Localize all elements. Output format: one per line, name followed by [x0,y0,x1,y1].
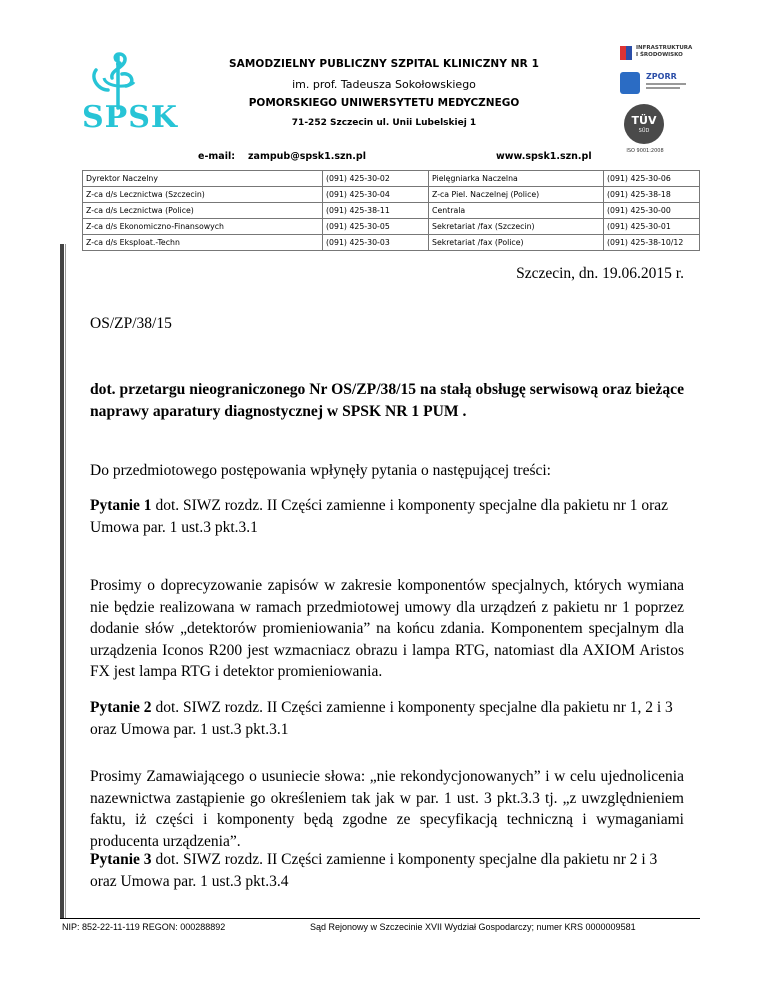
logo-text: SPSK [82,100,178,135]
question-2-text: dot. SIWZ rozdz. II Części zamienne i komponenty specjalne dla pakietu nr 1, 2 i 3 oraz Umowa par. 1 ust.3 pkt.3.1 [90,699,673,738]
footer-court: Sąd Rejonowy w Szczecinie XVII Wydział Gospodarczy; numer KRS 0000009581 [310,922,636,932]
letter-date: Szczecin, dn. 19.06.2015 r. [516,265,684,282]
question-3-label: Pytanie 3 [90,851,152,868]
hospital-patron: im. prof. Tadeusza Sokołowskiego [292,78,476,91]
letter-intro: Do przedmiotowego postępowania wpłynęły pytania o następującej treści: [90,462,551,479]
iso-text: ISO 9001:2008 [626,148,664,154]
phone-number: (091) 425-30-00 [604,203,700,219]
table-row [83,171,700,187]
question-3-text: dot. SIWZ rozdz. II Części zamienne i komponenty specjalne dla pakietu nr 2 i 3 oraz Umowa par. 1 ust.3 pkt.3.4 [90,851,658,890]
phone-number: (091) 425-30-03 [323,235,429,251]
question-1 [90,495,684,538]
footer-divider [60,918,700,919]
university-name: POMORSKIEGO UNIWERSYTETU MEDYCZNEGO [248,97,520,109]
zporr-logo [620,72,700,98]
phone-number: (091) 425-30-06 [604,171,700,187]
table-row [83,235,700,251]
table-row [83,203,700,219]
phone-label: Centrala [429,203,604,219]
phone-number: (091) 425-38-11 [323,203,429,219]
phone-label: Dyrektor Naczelny [83,171,323,187]
phone-label: Z-ca d/s Ekonomiczno-Finansowych [83,219,323,235]
question-1-text: dot. SIWZ rozdz. II Części zamienne i komponenty specjalne dla pakietu nr 1 oraz Umowa par. 1 ust.3 pkt.3.1 [90,497,669,536]
phone-label: Sekretariat /fax (Szczecin) [429,219,604,235]
phone-number: (091) 425-30-04 [323,187,429,203]
zporr-icon [620,72,640,94]
question-2-body: Prosimy Zamawiającego o usuniecie słowa: „nie rekondycjonowanych” i w celu ujednolicenia nazewnictwa zastąpienie go określeniem tak jak w par. 1 ust. 3 pkt.3.3 tj. „z uwzględnieniem faktu, iż części i komponenty będą zgodne ze specyfikacją techniczną i wymaganiami producenta urządzenia”. [90,768,684,850]
letter-reference: OS/ZP/38/15 [90,315,172,332]
tuv-sub: SÜD [638,128,650,134]
question-3 [90,849,684,892]
phone-label: Z-ca d/s Lecznictwa (Szczecin) [83,187,323,203]
footer-ids: NIP: 852-22-11-119 REGON: 000288892 [62,922,226,932]
question-2-label: Pytanie 2 [90,699,152,716]
phone-label: Z-ca d/s Eksploat.-Techn [83,235,323,251]
tuv-logo [622,104,668,156]
margin-bar [60,244,64,918]
infra-text: INFRASTRUKTURA I ŚRODOWISKO [636,45,693,58]
zporr-text: ZPORR [646,72,677,81]
phone-number: (091) 425-30-05 [323,219,429,235]
margin-bar-thin [65,244,66,918]
email-label: e-mail: [198,151,236,162]
phone-label: Pielęgniarka Naczelna [429,171,604,187]
table-row [83,219,700,235]
tuv-text: TÜV [631,114,657,127]
question-1-label: Pytanie 1 [90,497,152,514]
hospital-address: 71-252 Szczecin ul. Unii Lubelskiej 1 [291,118,477,128]
website-link[interactable]: www.spsk1.szn.pl [496,151,592,162]
phone-label: Sekretariat /fax (Police) [429,235,604,251]
phone-number: (091) 425-38-18 [604,187,700,203]
phone-table [82,170,700,251]
question-2 [90,697,684,740]
phone-label: Z-ca Piel. Naczelnej (Police) [429,187,604,203]
phone-number: (091) 425-30-02 [323,171,429,187]
letter-subject: dot. przetargu nieograniczonego Nr OS/ZP/38/15 na stałą obsługę serwisową oraz bieżące naprawy aparatury diagnostycznej w SPSK NR 1 PUM . [90,381,684,420]
hospital-name: SAMODZIELNY PUBLICZNY SZPITAL KLINICZNY NR 1 [228,58,540,70]
table-row [83,187,700,203]
phone-number: (091) 425-38-10/12 [604,235,700,251]
phone-label: Z-ca d/s Lecznictwa (Police) [83,203,323,219]
phone-number: (091) 425-30-01 [604,219,700,235]
email-link[interactable]: zampub@spsk1.szn.pl [248,151,366,162]
infrastructure-logo [620,44,700,66]
question-1-body: Prosimy o doprecyzowanie zapisów w zakresie komponentów specjalnych, których wymiana nie będzie realizowana w ramach przedmiotowej umowy dla urządzeń z pakietu nr 1 poprzez dodanie słów „detektorów promieniowania” na końcu zdania. Komponentem specjalnym dla urządzenia Iconos R200 jest wzmacniacz obrazu i lampa RTG, natomiast dla AXIOM Aristos FX jest lampa RTG i detektor promieniowania. [90,577,684,680]
